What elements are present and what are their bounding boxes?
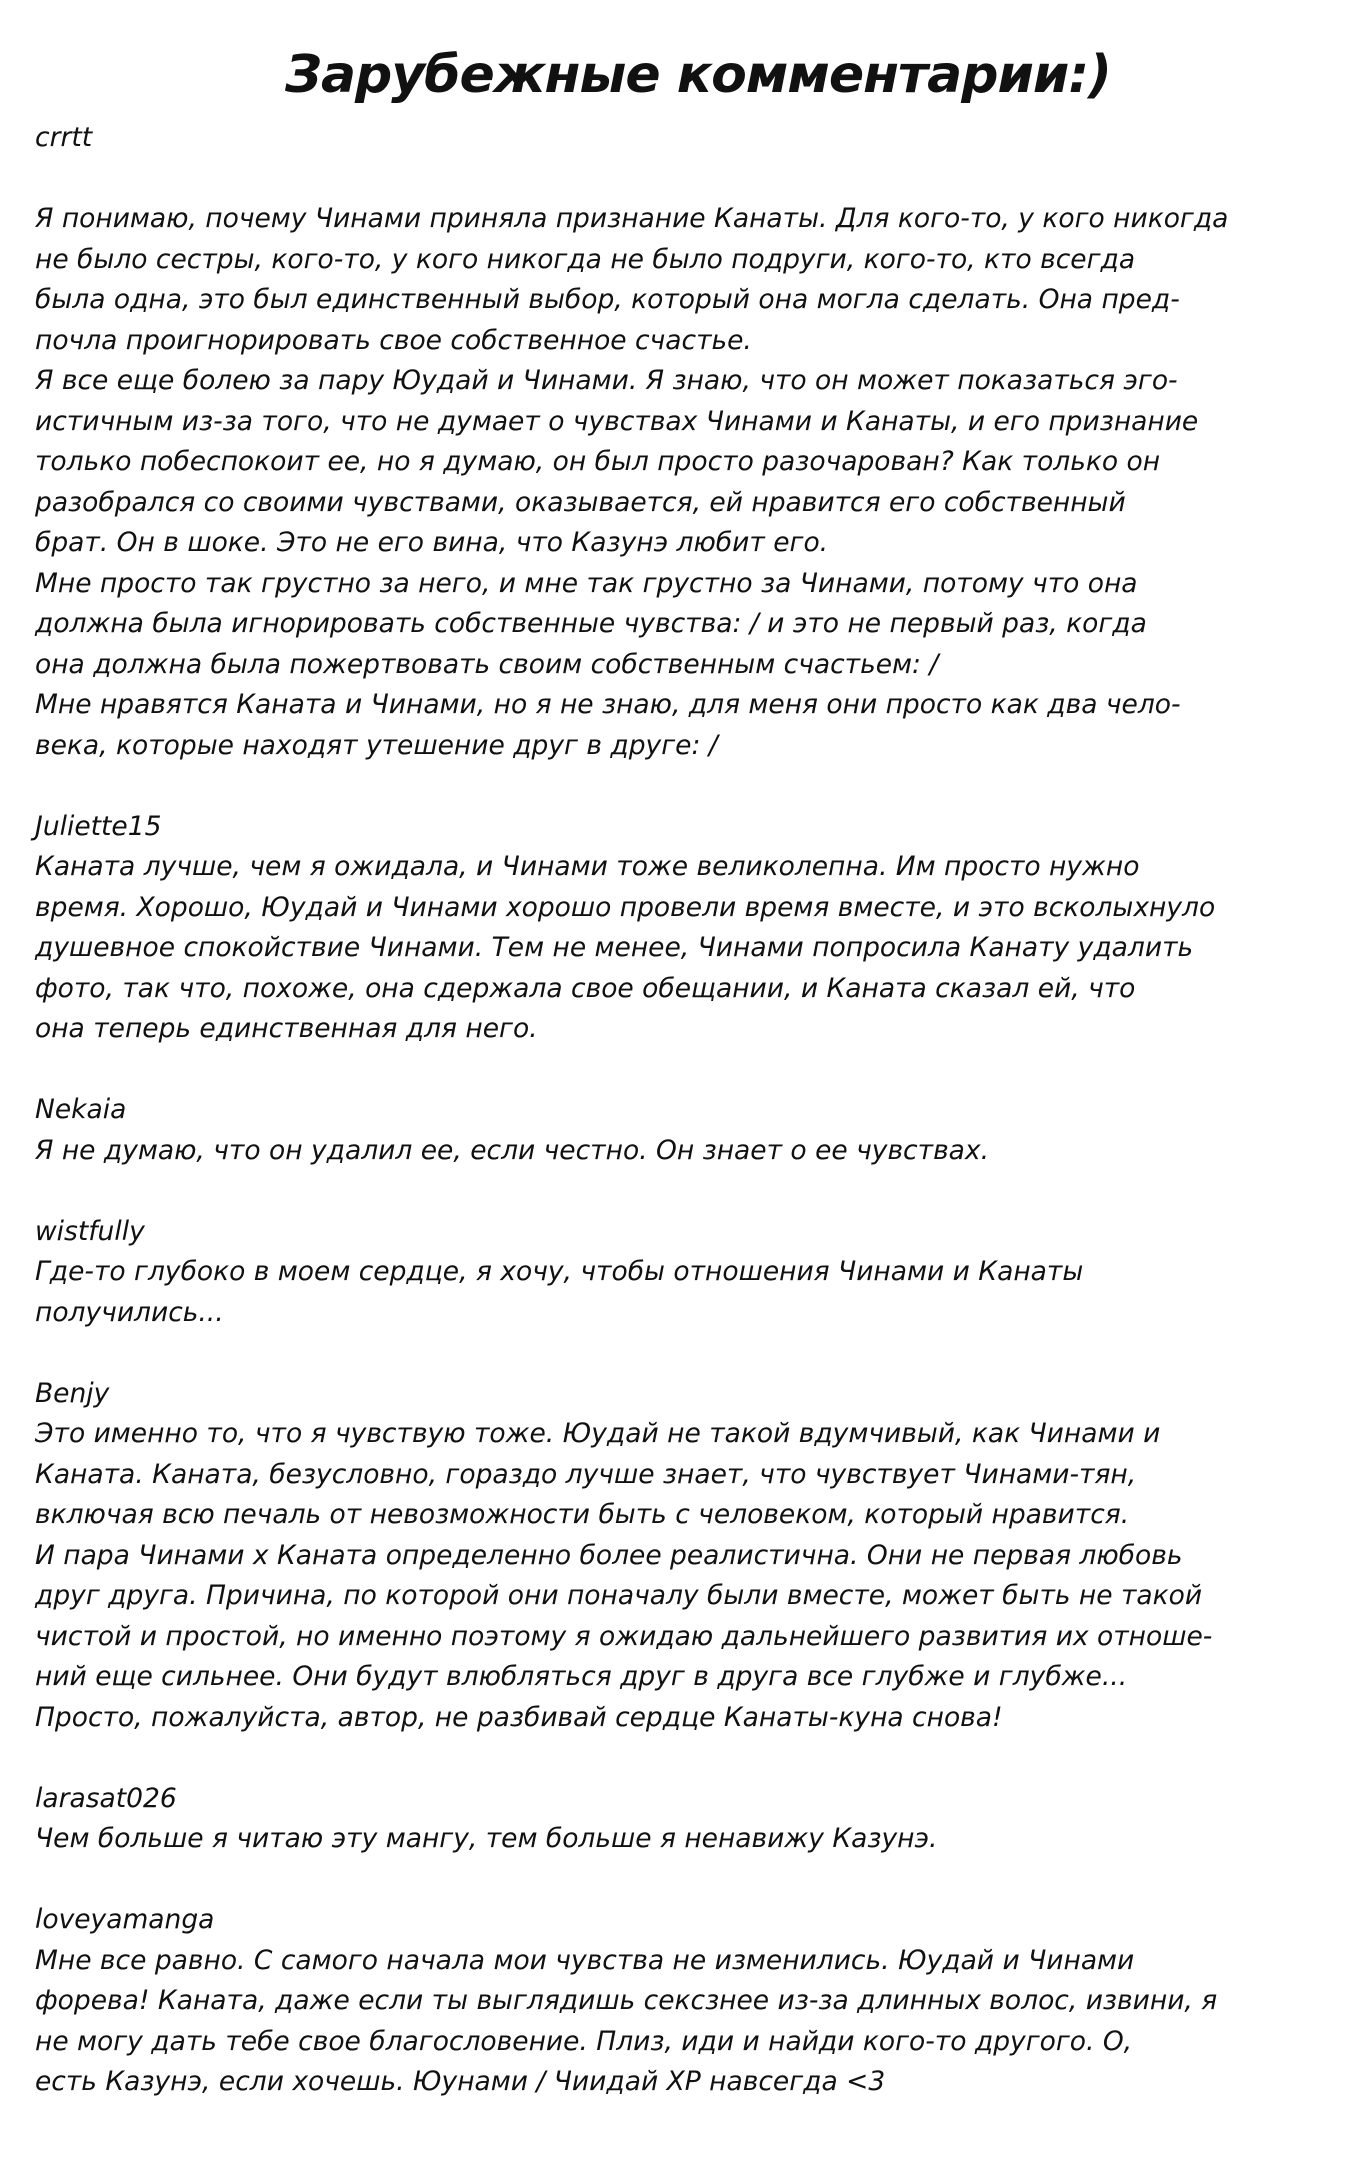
comment-line: не было сестры, кого-то, у кого никогда не было подруги, кого-то, кто всегда [35, 243, 1136, 275]
comment-block [35, 1779, 1335, 1860]
comment-line: брат. Он в шоке. Это не его вина, что Казунэ любит его. [35, 527, 829, 558]
comment-line: разобрался со своими чувствами, оказывается, ей нравится его собственный [35, 486, 1126, 518]
comment-author: loveyamanga [35, 1904, 215, 1935]
comment-body [35, 1131, 1335, 1172]
comment-author: Juliette15 [35, 810, 162, 842]
comment-line: есть Казунэ, если хочешь. Юунами / Чиидай XP навсегда <3 [35, 2066, 886, 2097]
comment-author: Benjy [35, 1377, 110, 1409]
comment-block [35, 1900, 1335, 2103]
comment-line: Мне все равно. С самого начала мои чувства не изменились. Юудай и Чинами [35, 1944, 1135, 1976]
comment-line: Просто, пожалуйста, автор, не разбивай сердце Канаты-куна снова! [35, 1701, 1003, 1733]
comment-block [35, 1090, 1335, 1171]
comment-body [35, 1252, 1335, 1333]
comment-body [35, 159, 1335, 767]
comment-line: не могу дать тебе свое благословение. Плиз, иди и найди кого-то другого. О, [35, 2025, 1133, 2057]
comment-line: получились... [35, 1296, 224, 1328]
comment-line: включая всю печаль от невозможности быть с человеком, который нравится. [35, 1499, 1130, 1530]
comment-line: Я все еще болею за пару Юудай и Чинами. Я знаю, что он может показаться эго- [35, 365, 1178, 396]
comment-line: истичным из-за того, что не думает о чувствах Чинами и Канаты, и его признание [35, 405, 1199, 437]
comment-line: Мне нравятся Каната и Чинами, но я не знаю, для меня они просто как два чело- [35, 689, 1181, 720]
comment-line: Каната. Каната, безусловно, гораздо лучше знает, что чувствует Чинами-тян, [35, 1458, 1137, 1490]
comment-line: Мне просто так грустно за него, и мне так грустно за Чинами, потому что она [35, 567, 1138, 599]
comment-line: Это именно то, что я чувствую тоже. Юудай не такой вдумчивый, как Чинами и [35, 1418, 1161, 1449]
comment-line: почла проигнорировать свое собственное счастье. [35, 324, 752, 356]
comment-line: Каната лучше, чем я ожидала, и Чинами тоже великолепна. Им просто нужно [35, 851, 1140, 882]
comment-line: только побеспокоит ее, но я думаю, он был просто разочарован? Как только он [35, 446, 1161, 477]
page-title: Зарубежные комментарии:) [285, 45, 1111, 105]
comment-block [35, 118, 1335, 766]
comment-line: она должна была пожертвовать своим собственным счастьем: / [35, 648, 939, 680]
comment-line: Я понимаю, почему Чинами приняла признание Канаты. Для кого-то, у кого никогда [35, 203, 1229, 234]
comment-line: Я не думаю, что он удалил ее, если честно. Он знает о ее чувствах. [35, 1134, 990, 1166]
comment-line: она теперь единственная для него. [35, 1013, 538, 1044]
comment-line: была одна, это был единственный выбор, который она могла сделать. Она пред- [35, 284, 1180, 315]
comment-line: фото, так что, похоже, она сдержала свое обещании, и Каната сказал ей, что [35, 972, 1136, 1004]
comment-line: душевное спокойствие Чинами. Тем не менее, Чинами попросила Канату удалить [35, 932, 1194, 963]
blank-line [35, 159, 1335, 200]
comment-block [35, 1212, 1335, 1334]
comment-body [35, 1941, 1335, 2103]
comment-line: И пара Чинами x Каната определенно более реалистична. Они не первая любовь [35, 1539, 1183, 1571]
comment-body [35, 847, 1335, 1050]
comment-author: crrtt [35, 122, 93, 153]
comment-line: форева! Каната, даже если ты выглядишь сексзнее из-за длинных волос, извини, я [35, 1985, 1218, 2016]
comment-line: Чем больше я читаю эту мангу, тем больше я ненавижу Казунэ. [35, 1823, 938, 1854]
comment-author: larasat026 [35, 1782, 177, 1814]
comment-line: века, которые находят утешение друг в друге: / [35, 729, 718, 761]
comment-block [35, 1374, 1335, 1739]
comment-line: ний еще сильнее. Они будут влюбляться друг в друга все глубже и глубже... [35, 1661, 1128, 1692]
comment-line: Где-то глубоко в моем сердце, я хочу, чтобы отношения Чинами и Канаты [35, 1256, 1084, 1287]
comment-body [35, 1414, 1335, 1738]
comment-line: должна была игнорировать собственные чувства: / и это не первый раз, когда [35, 608, 1147, 639]
comment-line: чистой и простой, но именно поэтому я ожидаю дальнейшего развития их отноше- [35, 1620, 1213, 1652]
comment-author: wistfully [35, 1215, 145, 1247]
comment-line: время. Хорошо, Юудай и Чинами хорошо провели время вместе, и это всколыхнуло [35, 891, 1216, 923]
comment-author: Nekaia [35, 1094, 127, 1125]
comment-line: друг друга. Причина, по которой они поначалу были вместе, может быть не такой [35, 1580, 1203, 1611]
comments-list [35, 118, 1335, 2143]
comment-block [35, 807, 1335, 1050]
comment-body [35, 1819, 1335, 1860]
